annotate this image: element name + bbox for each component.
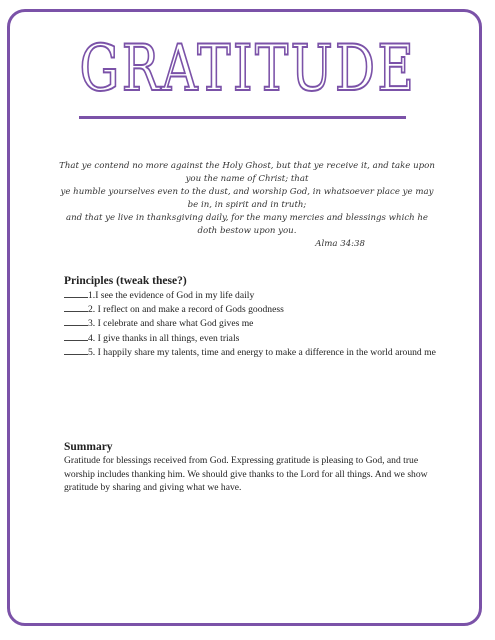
principle-text: 5. I happily share my talents, time and energy to make a difference in the world around me bbox=[88, 346, 436, 358]
principle-item bbox=[64, 317, 464, 331]
summary-heading: Summary bbox=[64, 441, 113, 453]
principle-text: 3. I celebrate and share what God gives me bbox=[88, 318, 254, 330]
summary-text: Gratitude for blessings received from God. Expressing gratitude is pleasing to God, and true worship includes thanking him. We should give thanks to the Lord for all things. And we show gratitude by sharing and giving what we have. bbox=[64, 455, 428, 494]
checkbox-blank[interactable] bbox=[64, 303, 88, 312]
title-underline bbox=[79, 116, 406, 119]
scripture-quote bbox=[55, 160, 439, 251]
principles-section bbox=[64, 275, 464, 360]
checkbox-blank[interactable] bbox=[64, 317, 88, 326]
summary-section bbox=[64, 441, 430, 495]
checkbox-blank[interactable] bbox=[64, 346, 88, 355]
principle-text: 4. I give thanks in all things, even trials bbox=[88, 332, 240, 344]
title-container bbox=[0, 33, 495, 105]
quote-reference: Alma 34:38 bbox=[315, 239, 365, 249]
quote-line-3: and that ye live in thanksgiving daily, for the many mercies and blessings which he doth bestow upon you. bbox=[65, 213, 429, 236]
principle-item bbox=[64, 303, 464, 317]
principles-heading: Principles (tweak these?) bbox=[64, 275, 187, 287]
principle-text: 1.I see the evidence of God in my life daily bbox=[88, 290, 255, 301]
principle-item bbox=[64, 332, 464, 346]
quote-line-2: ye humble yourselves even to the dust, and worship God, in whatsoever place ye may be in, in spirit and in truth; bbox=[60, 187, 434, 210]
principle-text: 2. I reflect on and make a record of Gods goodness bbox=[88, 304, 284, 316]
quote-line-1: That ye contend no more against the Holy Ghost, but that ye receive it, and take upon you the name of Christ; that bbox=[59, 161, 435, 184]
principle-item bbox=[64, 346, 464, 360]
checkbox-blank[interactable] bbox=[64, 332, 88, 341]
checkbox-blank[interactable] bbox=[64, 289, 88, 298]
principle-item bbox=[64, 289, 464, 303]
page-title: GRATITUDE bbox=[79, 32, 416, 106]
